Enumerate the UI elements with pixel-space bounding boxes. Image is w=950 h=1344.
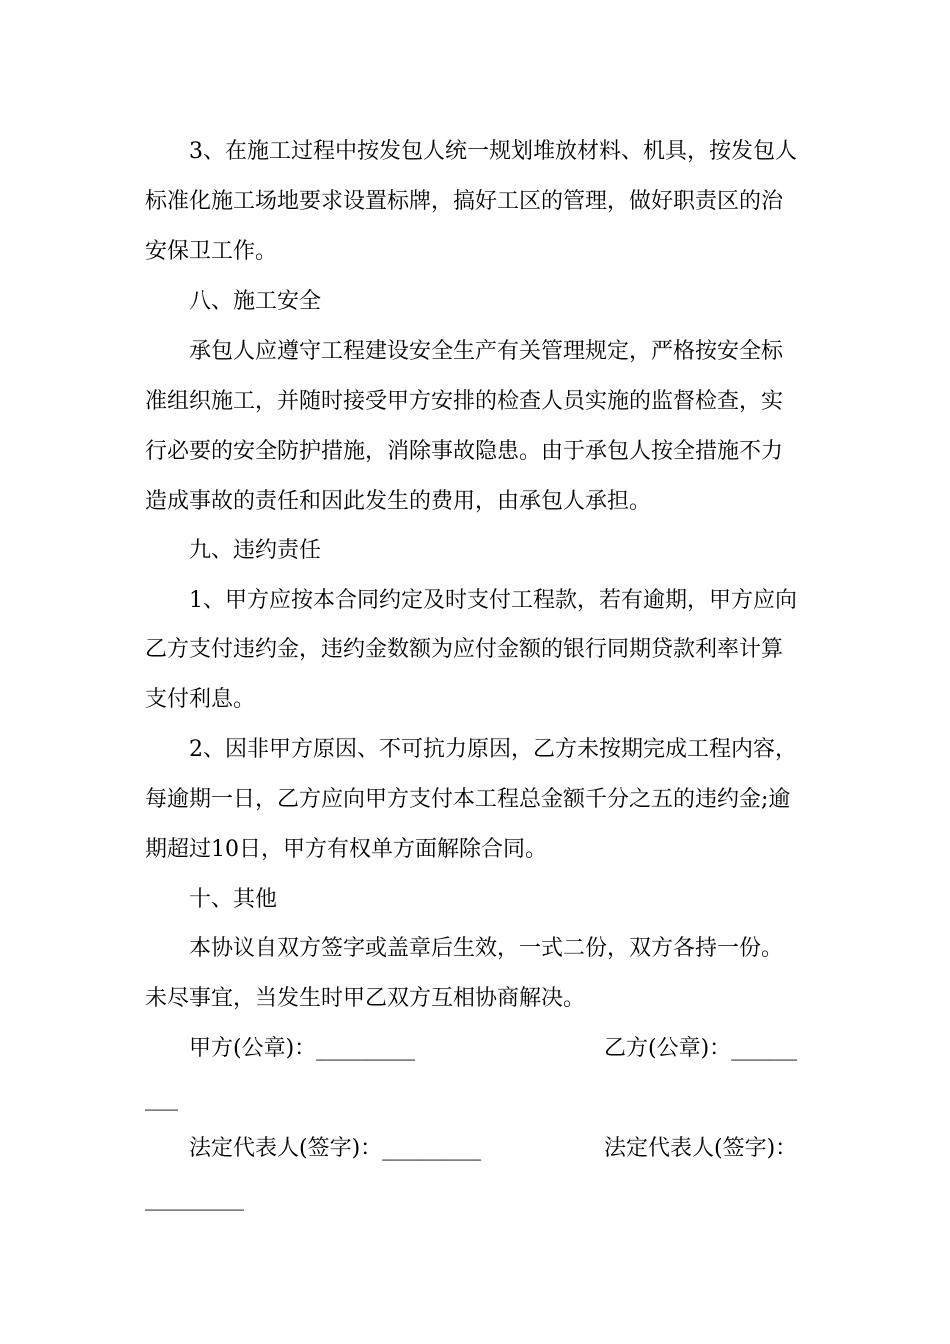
- signature-line-continuation: ___: [145, 1086, 178, 1111]
- text-line: 准组织施工，并随时接受甲方安排的检查人员实施的监督检查，实: [145, 389, 784, 414]
- signature-party-b-representative: 法定代表人(签字)：: [604, 1136, 798, 1161]
- text-line: 承包人应遵守工程建设安全生产有关管理规定，严格按安全标: [189, 339, 784, 364]
- section-heading: 九、违约责任: [189, 538, 322, 563]
- signature-party-a-representative: 法定代表人(签字)：_________: [189, 1136, 482, 1161]
- text-line: 乙方支付违约金，违约金数额为应付金额的银行同期贷款利率计算: [145, 637, 784, 662]
- signature-line-continuation: _________: [145, 1186, 244, 1211]
- text-line: 本协议自双方签字或盖章后生效，一式二份，双方各持一份。: [189, 936, 784, 961]
- text-line: 安保卫工作。: [145, 239, 278, 264]
- text-line: 标准化施工场地要求设置标牌，搞好工区的管理，做好职责区的治: [145, 189, 784, 214]
- text-line: 2、因非甲方原因、不可抗力原因，乙方未按期完成工程内容，: [189, 737, 797, 762]
- text-line: 未尽事宜，当发生时甲乙双方互相协商解决。: [145, 986, 586, 1011]
- text-line: 1、甲方应按本合同约定及时支付工程款，若有逾期，甲方应向: [189, 588, 797, 613]
- text-line: 每逾期一日，乙方应向甲方支付本工程总金额千分之五的违约金;逾: [145, 787, 791, 812]
- text-line: 支付利息。: [145, 687, 256, 712]
- section-heading: 八、施工安全: [189, 289, 322, 314]
- text-line: 行必要的安全防护措施，消除事故隐患。由于承包人按全措施不力: [145, 439, 784, 464]
- text-line: 期超过10日，甲方有权单方面解除合同。: [145, 837, 547, 862]
- text-line: 3、在施工过程中按发包人统一规划堆放材料、机具，按发包人: [189, 139, 797, 164]
- section-heading: 十、其他: [189, 887, 278, 912]
- signature-party-b-seal: 乙方(公章)：______: [604, 1036, 798, 1061]
- signature-party-a-seal: 甲方(公章)：_________: [189, 1036, 416, 1061]
- text-line: 造成事故的责任和因此发生的费用，由承包人承担。: [145, 489, 652, 514]
